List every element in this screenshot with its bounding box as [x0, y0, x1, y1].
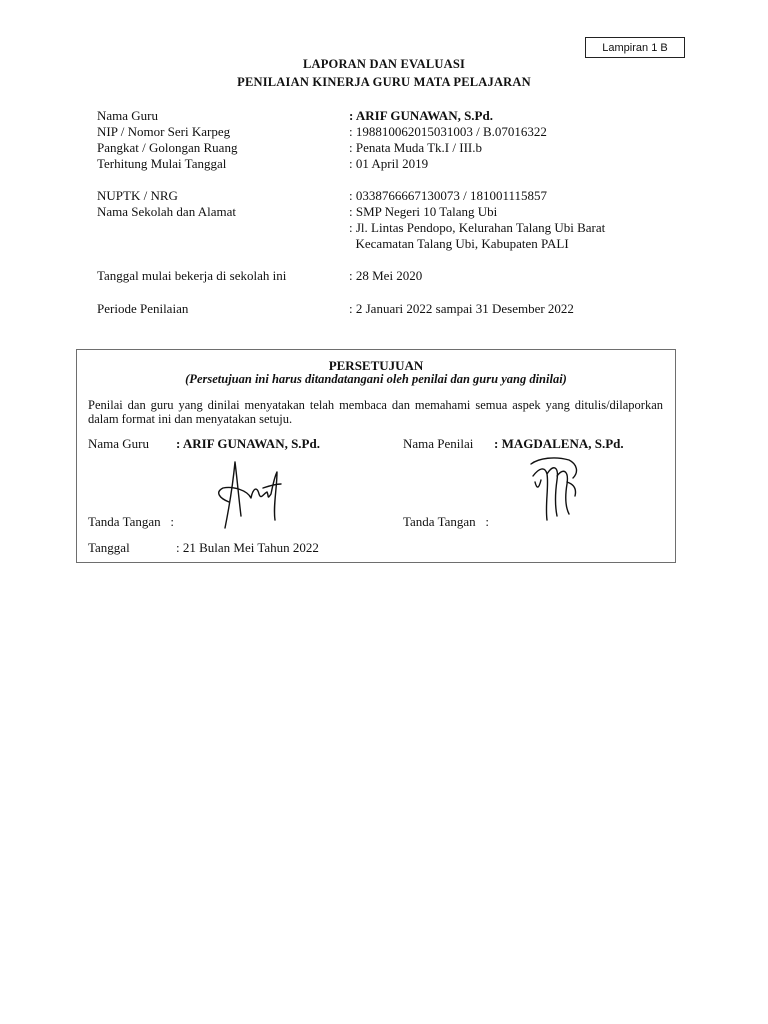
field-value: : 2 Januari 2022 sampai 31 Desember 2022 — [349, 301, 574, 316]
assessor-signature-label: Tanda Tangan : — [403, 514, 490, 529]
attachment-label-box — [585, 37, 685, 58]
field-label: Nama Guru — [97, 108, 159, 123]
teacher-signature-label: Tanda Tangan : — [88, 514, 175, 529]
field-value: : 0338766667130073 / 181001115857 — [349, 188, 548, 203]
approval-heading: PERSETUJUAN — [328, 358, 424, 373]
field-row-periode — [97, 301, 657, 319]
teacher-name-label: Nama Guru — [88, 436, 150, 451]
assessor-signature — [525, 454, 585, 526]
date-label: Tanggal — [88, 540, 130, 555]
field-row-alamat-2 — [97, 236, 657, 254]
field-value: : 198810062015031003 / B.07016322 — [349, 124, 547, 139]
approval-statement: Penilai dan guru yang dinilai menyatakan telah membaca dan memahami semua aspek yang ditulis/dilaporkan dalam format ini dan menyatakan setuju. — [88, 398, 663, 426]
field-value: : Penata Muda Tk.I / III.b — [349, 140, 482, 155]
field-label: Tanggal mulai bekerja di sekolah ini — [97, 268, 287, 283]
field-value: : Jl. Lintas Pendopo, Kelurahan Talang Ubi Barat — [349, 220, 606, 235]
field-value: Kecamatan Talang Ubi, Kabupaten PALI — [349, 236, 569, 251]
field-value: : 01 April 2019 — [349, 156, 429, 171]
approval-subheading: (Persetujuan ini harus ditandatangani oleh penilai dan guru yang dinilai) — [185, 372, 567, 386]
field-row-mulai-bekerja — [97, 268, 657, 286]
attachment-label: Lampiran 1 B — [602, 41, 668, 54]
field-value: : SMP Negeri 10 Talang Ubi — [349, 204, 498, 219]
field-label: NIP / Nomor Seri Karpeg — [97, 124, 231, 139]
field-value: : 28 Mei 2020 — [349, 268, 423, 283]
approval-box — [76, 349, 676, 563]
field-label: Nama Sekolah dan Alamat — [97, 204, 236, 219]
assessor-name-value: : MAGDALENA, S.Pd. — [494, 436, 624, 451]
date-value: : 21 Bulan Mei Tahun 2022 — [176, 540, 319, 555]
field-row-tmt — [97, 156, 657, 174]
document-title-line2: PENILAIAN KINERJA GURU MATA PELAJARAN — [237, 75, 531, 89]
field-label: Terhitung Mulai Tanggal — [97, 156, 227, 171]
field-label: Periode Penilaian — [97, 301, 189, 316]
teacher-name-value: : ARIF GUNAWAN, S.Pd. — [176, 436, 320, 451]
assessor-name-label: Nama Penilai — [403, 436, 474, 451]
field-label: NUPTK / NRG — [97, 188, 178, 203]
teacher-signature — [207, 458, 287, 530]
field-value: : ARIF GUNAWAN, S.Pd. — [349, 108, 493, 123]
document-title-line1: LAPORAN DAN EVALUASI — [302, 57, 466, 71]
field-label: Pangkat / Golongan Ruang — [97, 140, 238, 155]
